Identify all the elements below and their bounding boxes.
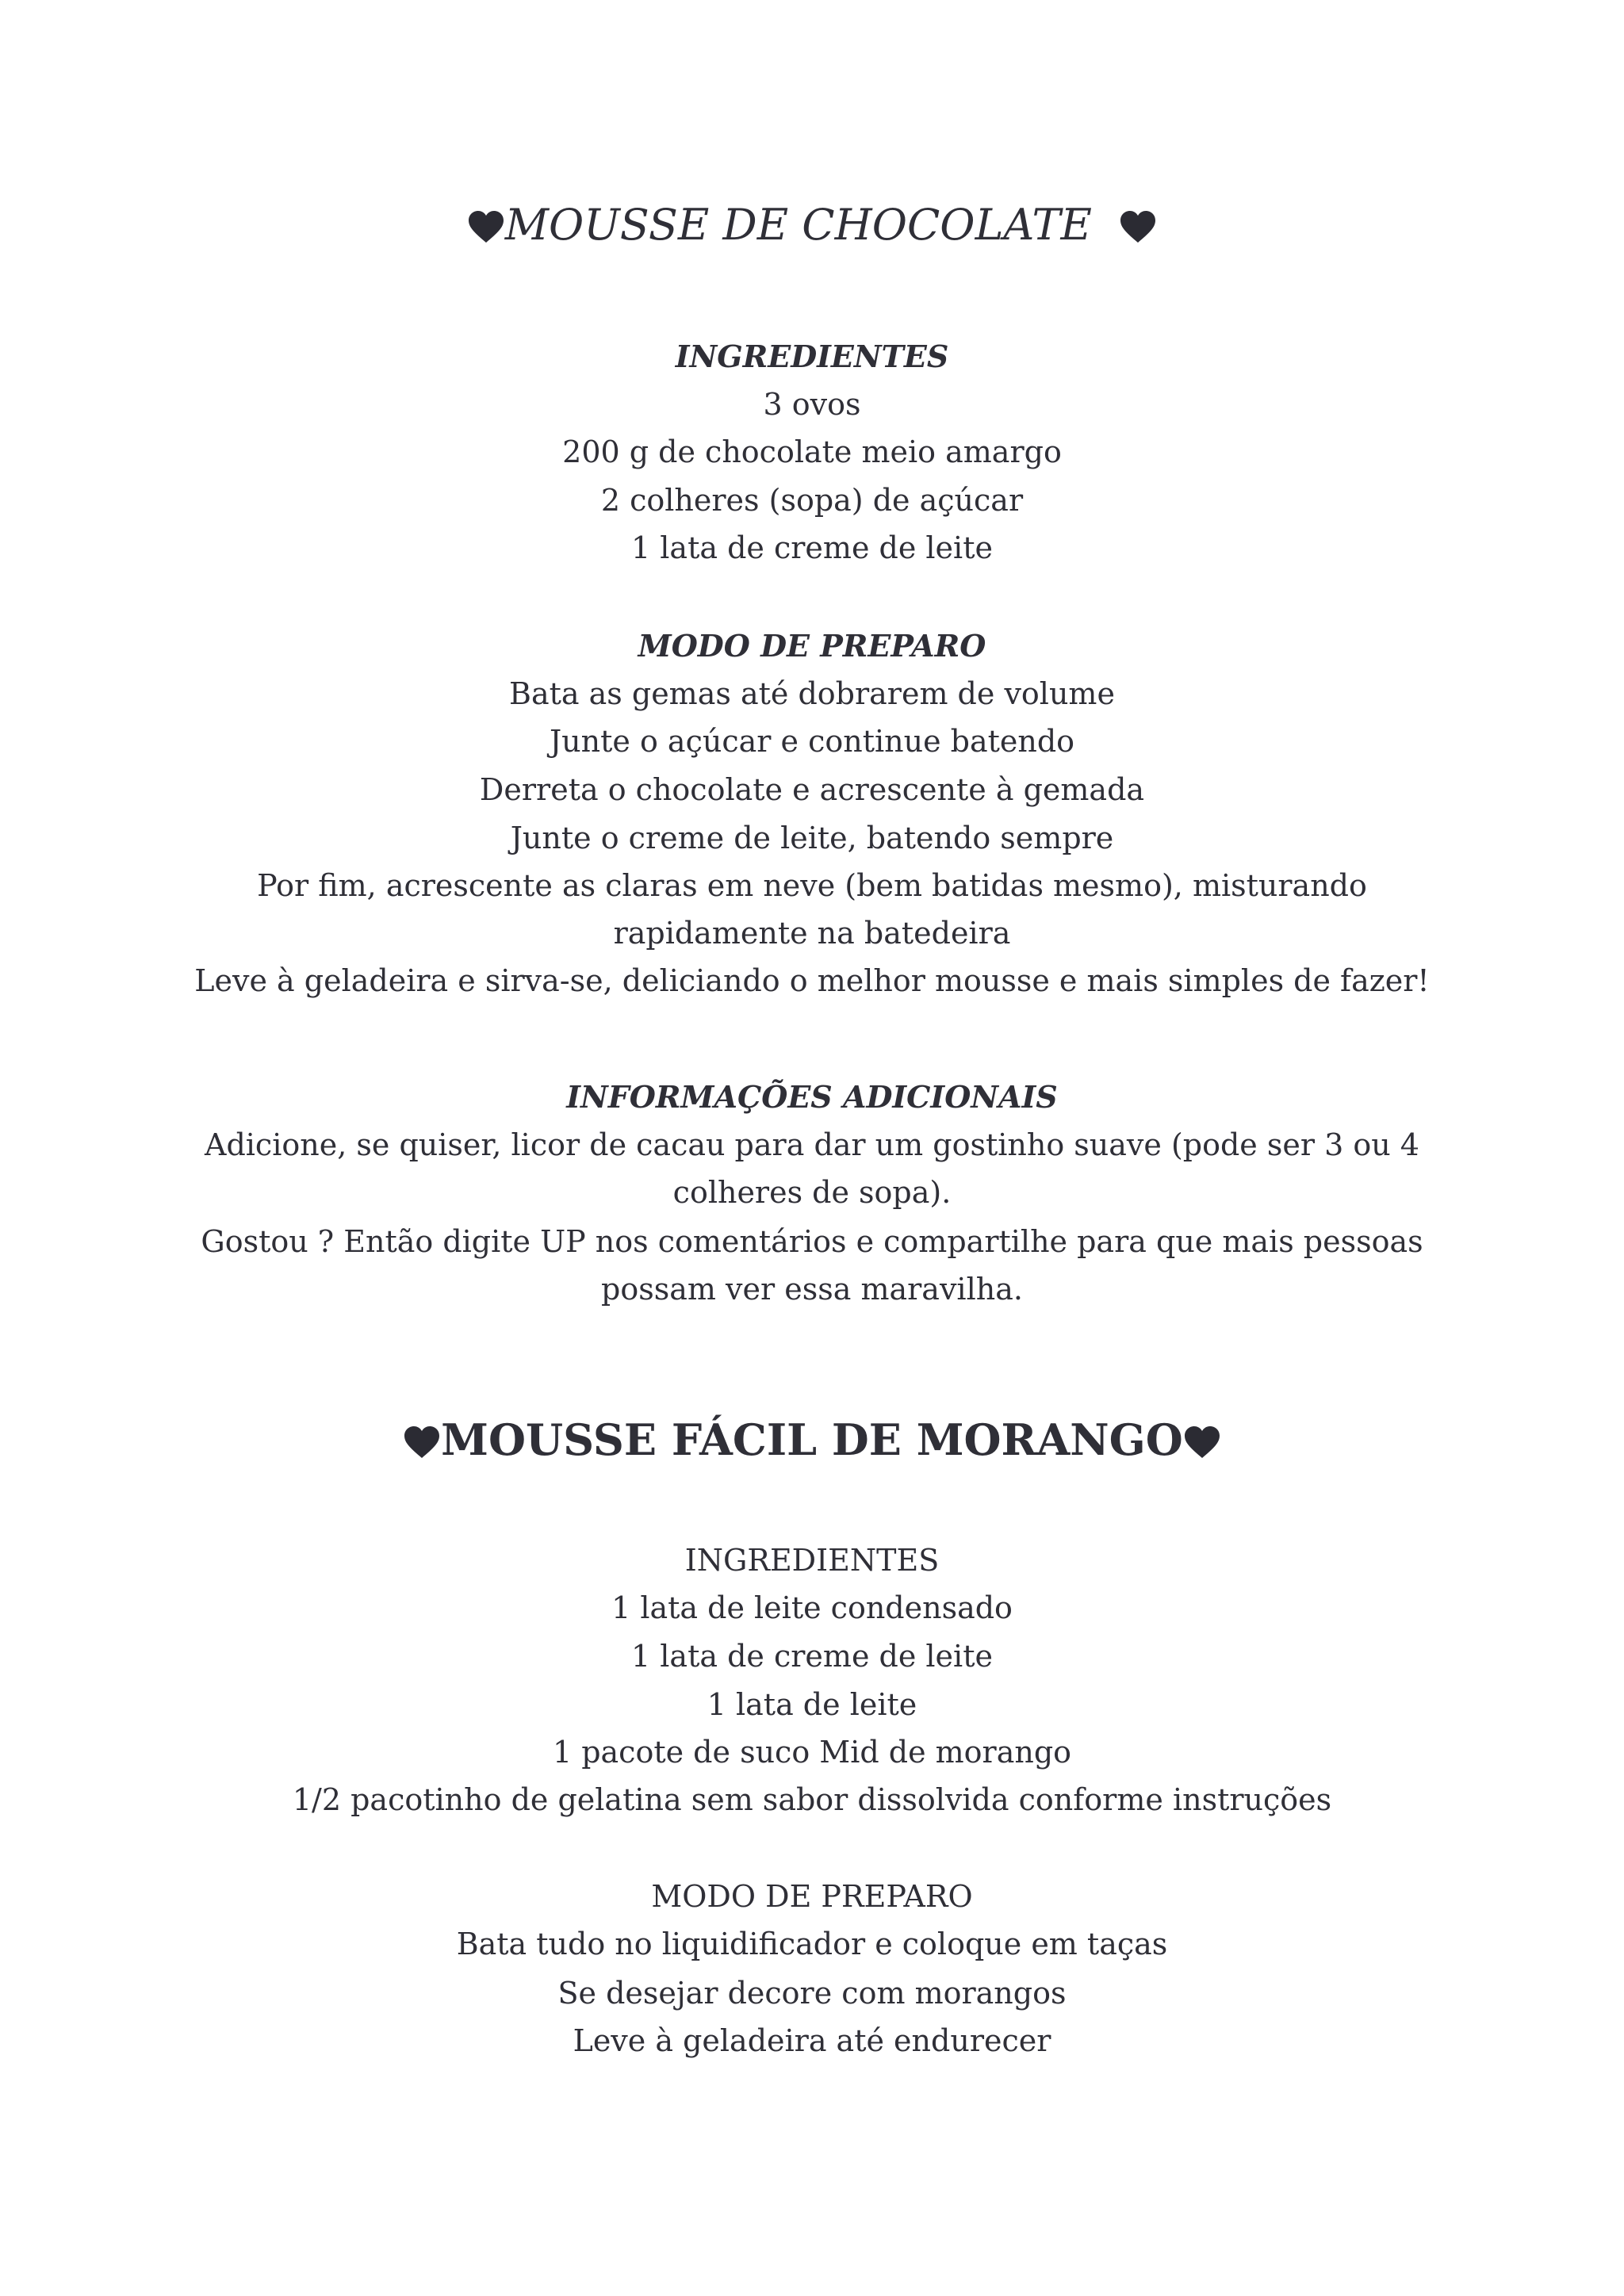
heart-icon xyxy=(403,1425,441,1460)
recipe1-ingredients-heading: INGREDIENTES xyxy=(675,339,949,374)
recipe1-ingredient: 200 g de chocolate meio amargo xyxy=(562,434,1062,469)
recipe1-preparation-heading: MODO DE PREPARO xyxy=(638,628,986,664)
recipe1-step: rapidamente na batedeira xyxy=(613,916,1011,951)
recipe2-step: Se desejar decore com morangos xyxy=(557,1976,1067,2011)
recipe1-title: MOUSSE DE CHOCOLATE xyxy=(504,200,1092,250)
recipe2-ingredient: 1 lata de creme de leite xyxy=(631,1639,993,1674)
recipe2-ingredient: 1 lata de leite condensado xyxy=(611,1590,1013,1625)
recipe2-title-line xyxy=(0,1408,1624,1471)
recipe1-step: Leve à geladeira e sirva-se, deliciando o melhor mousse e mais simples de fazer! xyxy=(194,963,1430,998)
recipe2-preparation-heading: MODO DE PREPARO xyxy=(651,1879,973,1914)
recipe1-ingredient: 2 colheres (sopa) de açúcar xyxy=(600,483,1024,518)
recipe1-info-line: Adicione, se quiser, licor de cacau para dar um gostinho suave (pode ser 3 ou 4 xyxy=(205,1127,1419,1162)
recipe1-info-heading: INFORMAÇÕES ADICIONAIS xyxy=(566,1079,1058,1115)
recipe1-ingredient: 3 ovos xyxy=(763,387,861,422)
recipe2-step: Leve à geladeira até endurecer xyxy=(573,2023,1051,2058)
recipe1-step: Junte o açúcar e continue batendo xyxy=(549,724,1075,759)
heart-icon xyxy=(1183,1425,1221,1460)
heart-icon xyxy=(1119,209,1157,244)
recipe2-title: MOUSSE FÁCIL DE MORANGO xyxy=(441,1414,1183,1465)
recipe2-ingredient: 1 lata de leite xyxy=(707,1687,917,1722)
recipe2-step: Bata tudo no liquidificador e coloque em taças xyxy=(456,1927,1168,1961)
recipe1-info-line: colheres de sopa). xyxy=(672,1175,952,1210)
recipe1-info-line: possam ver essa maravilha. xyxy=(601,1272,1023,1307)
recipe2-ingredients-heading: INGREDIENTES xyxy=(684,1543,940,1578)
recipe2-ingredient: 1 pacote de suco Mid de morango xyxy=(552,1735,1072,1770)
recipe1-step: Derreta o chocolate e acrescente à gemada xyxy=(479,772,1145,807)
recipe2-ingredient: 1/2 pacotinho de gelatina sem sabor dissolvida conforme instruções xyxy=(292,1782,1332,1817)
recipe1-step: Junte o creme de leite, batendo sempre xyxy=(510,821,1114,855)
recipe1-step: Por fim, acrescente as claras em neve (bem batidas mesmo), misturando xyxy=(257,868,1367,903)
recipe1-info-line: Gostou ? Então digite UP nos comentários e compartilhe para que mais pessoas xyxy=(201,1224,1423,1259)
recipe1-ingredient: 1 lata de creme de leite xyxy=(631,530,993,565)
recipe1-step: Bata as gemas até dobrarem de volume xyxy=(509,676,1115,711)
recipe1-title-line xyxy=(0,193,1624,257)
heart-icon xyxy=(467,209,505,244)
